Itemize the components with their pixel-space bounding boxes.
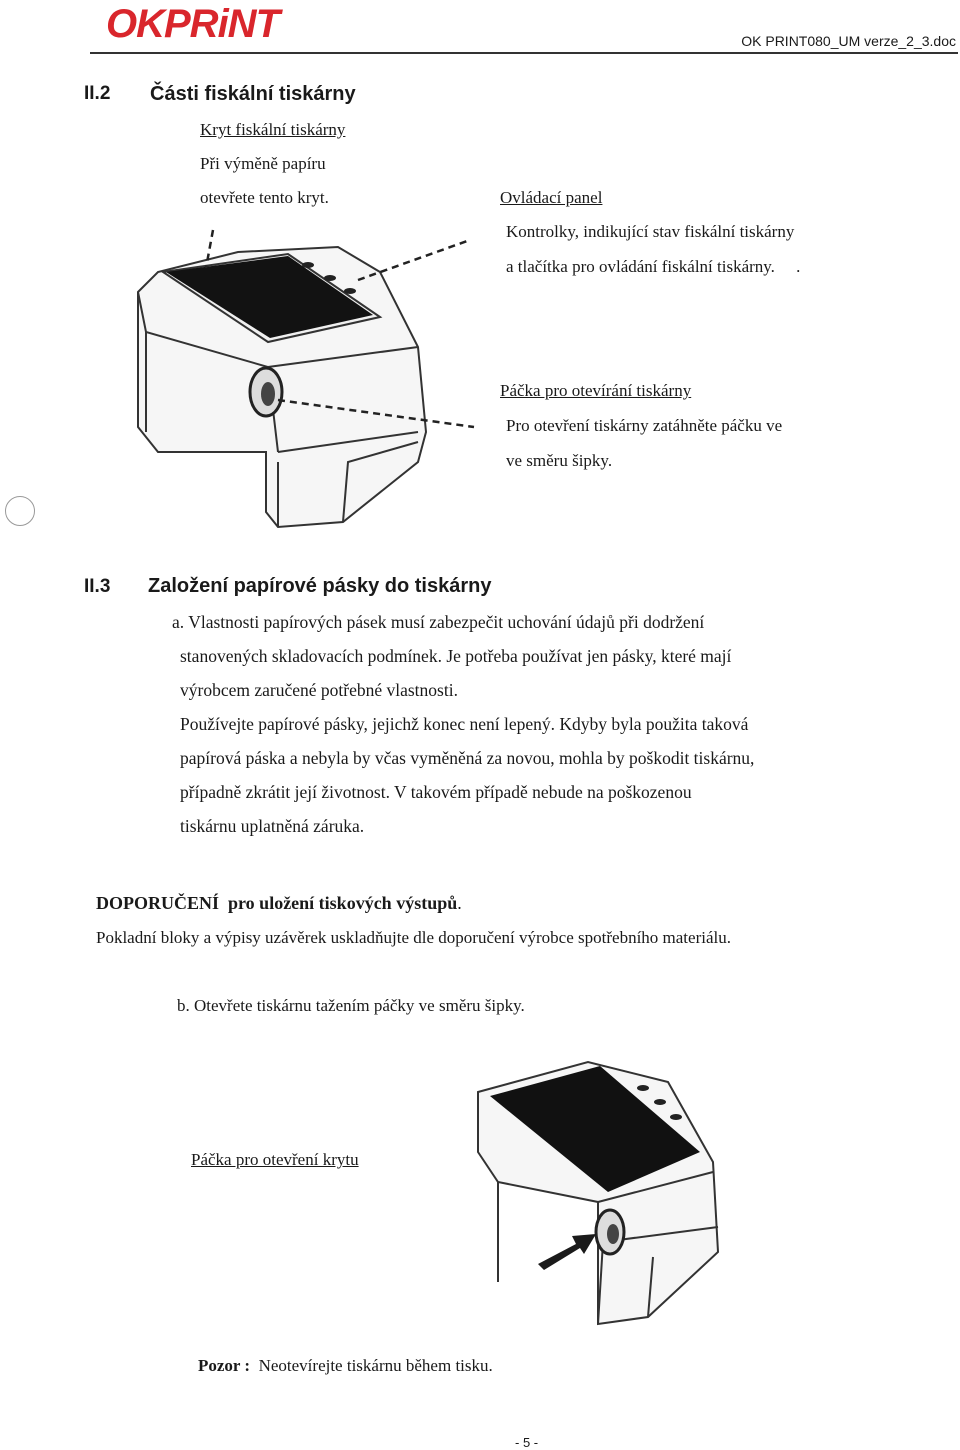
cover-label: Kryt fiskální tiskárny: [200, 120, 346, 139]
printer-parts-illustration: [118, 222, 478, 542]
page-number: - 5 -: [515, 1435, 539, 1450]
cover-text-line: otevřete tento kryt.: [200, 188, 329, 207]
warning-line: [198, 1356, 493, 1376]
step-b-text: b. Otevřete tiskárnu tažením páčky ve směru šipky.: [177, 996, 525, 1015]
paragraph-line: Používejte papírové pásky, jejichž konec není lepený. Kdyby byla použita taková: [180, 714, 749, 734]
recommendation-text: Pokladní bloky a výpisy uzávěrek uskladňujte dle doporučení výrobce spotřebního materiálu.: [96, 928, 731, 947]
recommendation-title-end: .: [457, 893, 462, 913]
lever-label: Páčka pro otevírání tiskárny: [500, 381, 692, 400]
lever-text-line: Pro otevření tiskárny zatáhněte páčku ve: [506, 416, 783, 435]
margin-circle-marker: [5, 496, 35, 526]
cover-text-line: Při výměně papíru: [200, 154, 326, 173]
control-panel-text-line: a tlačítka pro ovládání fiskální tiskárny. .: [506, 257, 801, 276]
direction-arrow-icon: [538, 1234, 596, 1270]
paragraph-line: a. Vlastnosti papírových pásek musí zabezpečit uchování údajů při dodržení: [172, 612, 705, 632]
document-name: OK PRINT080_UM verze_2_3.doc: [741, 33, 956, 49]
header-rule: [90, 52, 958, 54]
recommendation-title-bold: DOPORUČENÍ pro uložení tiskových výstupů: [96, 893, 458, 913]
section-number: II.3: [84, 576, 111, 597]
paragraph-line: případně zkrátit její životnost. V takovém případě nebude na poškozenou: [180, 782, 692, 802]
section-title: Části fiskální tiskárny: [150, 83, 356, 105]
warning-label: Pozor :: [198, 1356, 251, 1375]
lever-text-line: ve směru šipky.: [506, 451, 613, 470]
section-title: Založení papírové pásky do tiskárny: [148, 575, 492, 597]
control-panel-text-line: Kontrolky, indikující stav fiskální tiskárny: [506, 222, 795, 241]
cover-lever-label: Páčka pro otevření krytu: [191, 1150, 359, 1169]
printer-open-lever-illustration: [438, 1052, 768, 1334]
recommendation-title: [96, 893, 462, 914]
section-number: II.2: [84, 83, 111, 104]
paragraph-line: stanovených skladovacích podmínek. Je potřeba používat jen pásky, které mají: [180, 646, 732, 666]
warning-text: Neotevírejte tiskárnu během tisku.: [258, 1356, 493, 1375]
okprint-logo: OKPRiNT: [106, 2, 279, 46]
paragraph-line: výrobcem zaručené potřebné vlastnosti.: [180, 680, 458, 700]
paragraph-line: tiskárnu uplatněná záruka.: [180, 816, 365, 836]
control-panel-label: Ovládací panel: [500, 188, 603, 207]
paragraph-line: papírová páska a nebyla by včas vyměněná za novou, mohla by poškodit tiskárnu,: [180, 748, 755, 768]
